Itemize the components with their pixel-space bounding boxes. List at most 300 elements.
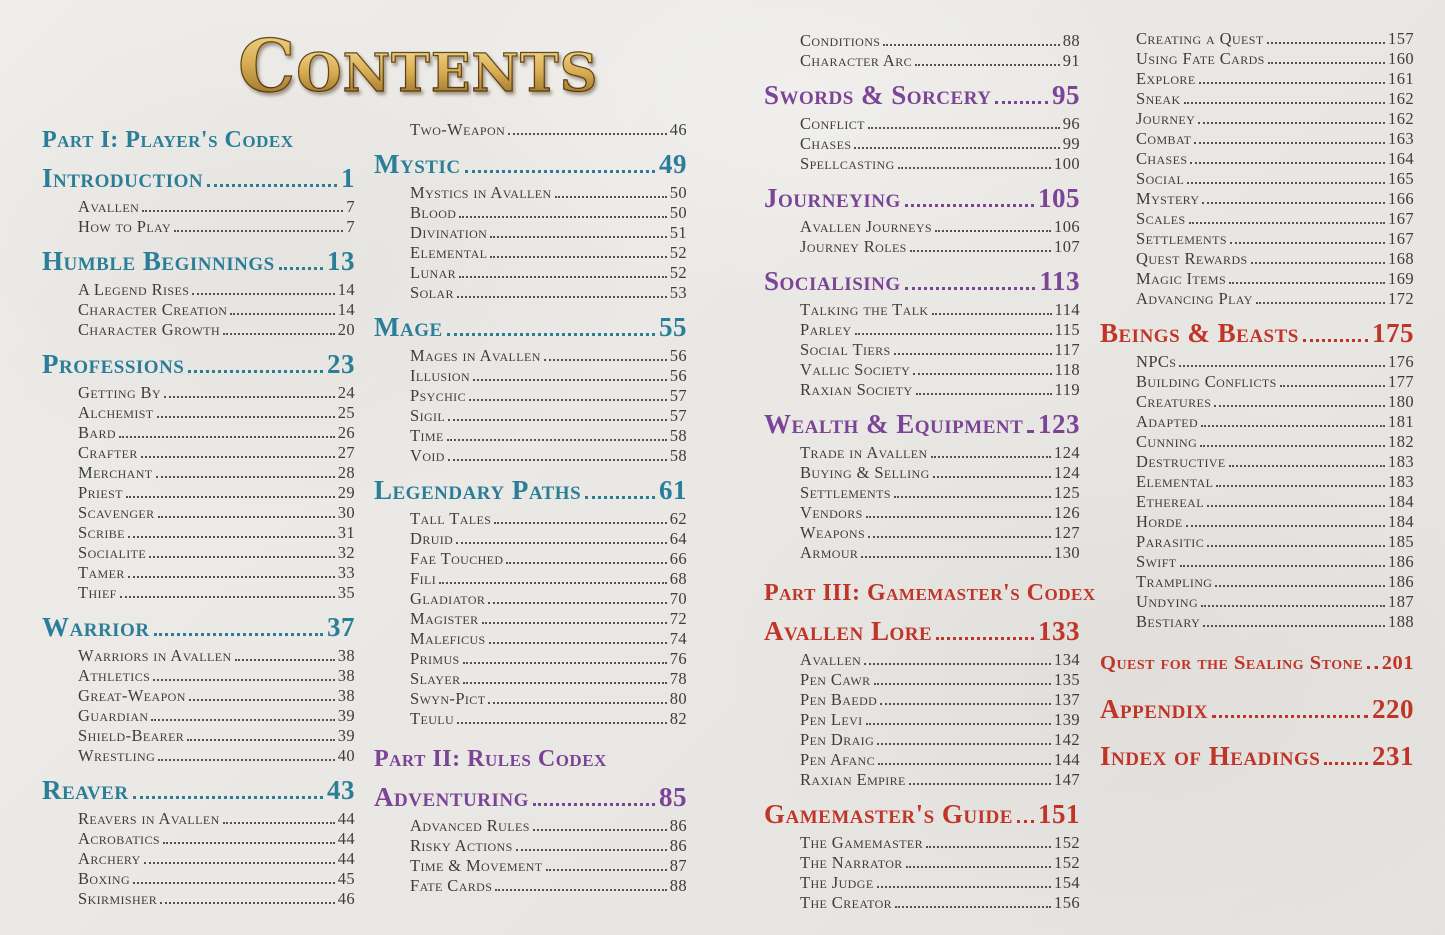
entry-label: Chases: [1136, 149, 1188, 168]
entry-label: Settlements: [1136, 229, 1227, 248]
dot-leader: [906, 866, 1051, 868]
toc-section: [42, 613, 355, 766]
entry-label: Acrobatics: [78, 829, 160, 848]
entry-label: Conflict: [800, 114, 865, 133]
section-title: Avallen Lore: [764, 616, 933, 646]
entry-page-number: 7: [346, 197, 355, 216]
entry-page-number: 39: [337, 706, 355, 725]
dot-leader: [488, 702, 666, 704]
entry-page-number: 46: [669, 120, 687, 139]
entry-label: Horde: [1136, 512, 1183, 531]
dot-leader: [868, 127, 1060, 129]
section-page-number: 231: [1372, 741, 1414, 771]
entry-label: Adapted: [1136, 412, 1199, 431]
dot-leader: [1214, 405, 1385, 407]
entry-label: Talking the Talk: [800, 300, 929, 319]
section-heading: [764, 184, 1080, 214]
dot-leader: [1207, 505, 1385, 507]
toc-entry: [374, 243, 687, 263]
section-page-number: 85: [659, 782, 687, 812]
dot-leader: [1203, 625, 1385, 627]
dot-leader: [1207, 545, 1385, 547]
toc-entry: [42, 889, 355, 909]
entry-page-number: 126: [1054, 503, 1080, 522]
entry-page-number: 45: [337, 869, 355, 888]
entry-label: Character Arc: [800, 51, 913, 70]
section-page-number: 123: [1038, 409, 1080, 439]
dot-leader: [933, 476, 1051, 478]
entry-page-number: 66: [669, 549, 687, 568]
toc-entry: [42, 383, 355, 403]
dot-leader: [187, 739, 334, 741]
toc-section: [764, 410, 1080, 563]
entry-label: Solar: [410, 283, 454, 302]
dot-leader: [459, 276, 667, 278]
toc-entry: [374, 406, 687, 426]
toc-entry: [1100, 129, 1414, 149]
dot-leader: [448, 459, 667, 461]
section-heading: [374, 150, 687, 180]
dot-leader: [133, 796, 323, 799]
entry-label: Pen Afanc: [800, 750, 876, 769]
entry-page-number: 162: [1388, 109, 1414, 128]
entry-page-number: 130: [1054, 543, 1080, 562]
entry-label: Weapons: [800, 523, 866, 542]
entry-label: Magic Items: [1136, 269, 1227, 288]
toc-entry: [1100, 392, 1414, 412]
dot-leader: [1251, 262, 1385, 264]
entry-label: Spellcasting: [800, 154, 895, 173]
section-heading: [42, 613, 355, 643]
dot-leader: [164, 396, 335, 398]
entry-label: Scavenger: [78, 503, 155, 522]
dot-leader: [1268, 62, 1385, 64]
toc-entry: [42, 403, 355, 423]
section-page-number: 113: [1039, 266, 1080, 296]
toc-section: [764, 800, 1080, 913]
dot-leader: [1179, 365, 1385, 367]
entry-label: Building Conflicts: [1136, 372, 1277, 391]
toc-entry: [1100, 352, 1414, 372]
section-title: Humble Beginnings: [42, 246, 275, 276]
toc-entry: [374, 203, 687, 223]
entry-page-number: 91: [1062, 51, 1080, 70]
dot-leader: [926, 846, 1051, 848]
toc-entry: [374, 283, 687, 303]
toc-entry: [374, 446, 687, 466]
dot-leader: [898, 167, 1051, 169]
entry-page-number: 139: [1054, 710, 1080, 729]
entry-label: Blood: [410, 203, 457, 222]
toc-section: [42, 247, 355, 340]
section-page-number: 61: [659, 475, 687, 505]
entry-page-number: 119: [1054, 380, 1080, 399]
dot-leader: [1256, 302, 1385, 304]
entry-page-number: 46: [337, 889, 355, 908]
dot-leader: [465, 170, 655, 173]
toc-entry: [42, 503, 355, 523]
section-title: Appendix: [1100, 694, 1208, 724]
toc-entry: [1100, 229, 1414, 249]
entry-page-number: 38: [337, 686, 355, 705]
toc-entry: [1100, 372, 1414, 392]
section-title: Quest for the Sealing Stone: [1100, 652, 1364, 674]
entry-page-number: 87: [669, 856, 687, 875]
entry-page-number: 137: [1054, 690, 1080, 709]
entry-label: Creatures: [1136, 392, 1212, 411]
dot-leader: [119, 436, 335, 438]
entry-label: Priest: [78, 483, 123, 502]
entry-label: How to Play: [78, 217, 172, 236]
entry-page-number: 25: [337, 403, 355, 422]
dot-leader: [905, 287, 1036, 290]
entry-page-number: 154: [1054, 873, 1080, 892]
dot-leader: [494, 522, 666, 524]
entry-page-number: 20: [337, 320, 355, 339]
section-title: Warrior: [42, 612, 150, 642]
entry-page-number: 127: [1054, 523, 1080, 542]
entry-label: Mystery: [1136, 189, 1200, 208]
dot-leader: [878, 763, 1051, 765]
toc-entry: [374, 366, 687, 386]
entry-page-number: 96: [1062, 114, 1080, 133]
dot-leader: [157, 416, 335, 418]
toc-entry: [42, 197, 355, 217]
section-title: Professions: [42, 349, 185, 379]
dot-leader: [1027, 430, 1034, 433]
section-heading: [1100, 695, 1414, 725]
entry-page-number: 50: [669, 183, 687, 202]
toc-entry: [764, 833, 1080, 853]
toc-entries: [764, 833, 1080, 913]
dot-leader: [915, 64, 1060, 66]
toc-entry: [1100, 149, 1414, 169]
dot-leader: [447, 333, 655, 336]
toc-entry: [374, 836, 687, 856]
dot-leader: [1194, 142, 1385, 144]
toc-entry: [764, 154, 1080, 174]
toc-entry: [764, 873, 1080, 893]
toc-section: [374, 783, 687, 896]
dot-leader: [866, 723, 1051, 725]
dot-leader: [144, 862, 335, 864]
dot-leader: [854, 147, 1059, 149]
dot-leader: [936, 637, 1034, 640]
entry-page-number: 72: [669, 609, 687, 628]
toc-entry: [42, 583, 355, 603]
entry-page-number: 144: [1054, 750, 1080, 769]
page-title-initial: C: [238, 23, 297, 108]
entry-page-number: 188: [1388, 612, 1414, 631]
section-heading: [764, 410, 1080, 440]
toc-section: [374, 313, 687, 466]
toc-entry: [764, 114, 1080, 134]
entry-label: Journey Roles: [800, 237, 907, 256]
toc-entry: [374, 529, 687, 549]
dot-leader: [488, 602, 666, 604]
toc-entry: [764, 730, 1080, 750]
dot-leader: [469, 399, 667, 401]
toc-entry: [42, 829, 355, 849]
section-page-number: 49: [659, 149, 687, 179]
entry-page-number: 74: [669, 629, 687, 648]
entry-label: NPCs: [1136, 352, 1177, 371]
entry-page-number: 27: [337, 443, 355, 462]
entry-page-number: 31: [337, 523, 355, 542]
entry-label: Ethereal: [1136, 492, 1204, 511]
toc-section: [42, 350, 355, 603]
entry-page-number: 152: [1054, 853, 1080, 872]
dot-leader: [508, 133, 667, 135]
dot-leader: [120, 596, 335, 598]
toc-entry: [764, 710, 1080, 730]
toc-entry: [374, 183, 687, 203]
dot-leader: [1199, 82, 1385, 84]
toc-entry: [374, 856, 687, 876]
dot-leader: [223, 333, 335, 335]
dot-leader: [1201, 425, 1385, 427]
entry-label: Vendors: [800, 503, 863, 522]
section-page-number: 201: [1381, 652, 1414, 674]
toc-entry: [1100, 452, 1414, 472]
section-title: Legendary Paths: [374, 475, 582, 505]
dot-leader: [151, 719, 334, 721]
entry-label: Great-Weapon: [78, 686, 186, 705]
toc-entry: [764, 340, 1080, 360]
toc-entry: [42, 746, 355, 766]
dot-leader: [192, 293, 334, 295]
entry-page-number: 38: [337, 646, 355, 665]
entry-page-number: 186: [1388, 552, 1414, 571]
entry-page-number: 62: [669, 509, 687, 528]
section-heading: [1100, 649, 1414, 678]
toc-entries: [374, 120, 687, 140]
entry-label: Raxian Society: [800, 380, 913, 399]
dot-leader: [158, 516, 335, 518]
dot-leader: [1190, 162, 1385, 164]
dot-leader: [533, 803, 655, 806]
entry-label: Illusion: [410, 366, 471, 385]
toc-entries: [374, 509, 687, 729]
entry-page-number: 183: [1388, 452, 1414, 471]
dot-leader: [895, 906, 1051, 908]
entry-label: Avallen: [78, 197, 140, 216]
toc-entry: [42, 217, 355, 237]
section-title: Index of Headings: [1100, 741, 1321, 771]
entry-label: Sneak: [1136, 89, 1181, 108]
entry-page-number: 56: [669, 346, 687, 365]
toc-entry: [1100, 572, 1414, 592]
section-title: Mage: [374, 312, 443, 342]
toc-entry: [374, 589, 687, 609]
section-page-number: 37: [327, 612, 355, 642]
section-page-number: 43: [327, 775, 355, 805]
toc-section: [1100, 319, 1414, 632]
entry-label: Magister: [410, 609, 479, 628]
toc-section: [764, 31, 1080, 71]
toc-column-4: [1100, 26, 1414, 772]
entry-label: The Narrator: [800, 853, 903, 872]
entry-label: Quest Rewards: [1136, 249, 1248, 268]
section-heading: [374, 783, 687, 813]
dot-leader: [868, 536, 1051, 538]
entry-page-number: 58: [669, 426, 687, 445]
toc-entries: [42, 809, 355, 909]
entry-page-number: 115: [1054, 320, 1080, 339]
entry-label: Social: [1136, 169, 1185, 188]
dot-leader: [913, 373, 1052, 375]
part-heading: Part II: Rules Codex: [374, 746, 607, 772]
entry-label: Tamer: [78, 563, 125, 582]
toc-entry: [1100, 169, 1414, 189]
dot-leader: [546, 869, 667, 871]
toc-entry: [764, 543, 1080, 563]
section-title: Beings & Beasts: [1100, 318, 1299, 348]
entry-page-number: 52: [669, 243, 687, 262]
toc-entry: [764, 893, 1080, 913]
entry-label: Lunar: [410, 263, 457, 282]
entry-page-number: 78: [669, 669, 687, 688]
page-title-rest: ONTENTS: [296, 43, 599, 104]
toc-entries: [374, 346, 687, 466]
entry-label: Avallen: [800, 650, 862, 669]
toc-section: [42, 164, 355, 237]
dot-leader: [207, 184, 337, 187]
entry-page-number: 70: [669, 589, 687, 608]
toc-entry: [374, 346, 687, 366]
entry-label: Armour: [800, 543, 859, 562]
toc-entry: [1100, 69, 1414, 89]
toc-entry: [374, 386, 687, 406]
entry-page-number: 152: [1054, 833, 1080, 852]
toc-entry: [1100, 289, 1414, 309]
entry-label: Vallic Society: [800, 360, 911, 379]
dot-leader: [223, 822, 335, 824]
entry-page-number: 56: [669, 366, 687, 385]
toc-entry: [764, 443, 1080, 463]
entry-page-number: 124: [1054, 463, 1080, 482]
entry-page-number: 124: [1054, 443, 1080, 462]
toc-section: [764, 81, 1080, 174]
toc-entry: [42, 443, 355, 463]
toc-entry: [1100, 472, 1414, 492]
section-heading: [42, 350, 355, 380]
entry-label: Pen Cawr: [800, 670, 871, 689]
entry-page-number: 134: [1054, 650, 1080, 669]
toc-entry: [42, 523, 355, 543]
toc-entry: [42, 320, 355, 340]
section-heading: [764, 617, 1080, 647]
toc-entry: [374, 263, 687, 283]
entry-page-number: 135: [1054, 670, 1080, 689]
entry-label: Journey: [1136, 109, 1196, 128]
toc-entry: [764, 380, 1080, 400]
toc-entry: [764, 750, 1080, 770]
toc-entry: [764, 650, 1080, 670]
dot-leader: [1215, 585, 1385, 587]
dot-leader: [1324, 762, 1368, 765]
entry-label: Explore: [1136, 69, 1196, 88]
toc-entries: [42, 383, 355, 603]
toc-entry: [42, 280, 355, 300]
entry-label: Advancing Play: [1136, 289, 1253, 308]
toc-section: [374, 150, 687, 303]
dot-leader: [149, 556, 335, 558]
entry-label: Socialite: [78, 543, 147, 562]
entry-page-number: 68: [669, 569, 687, 588]
dot-leader: [555, 196, 667, 198]
toc-entry: [764, 320, 1080, 340]
toc-entry: [764, 483, 1080, 503]
dot-leader: [230, 313, 334, 315]
entry-label: Primus: [410, 649, 460, 668]
entry-page-number: 30: [337, 503, 355, 522]
dot-leader: [877, 743, 1051, 745]
entry-label: Reavers in Avallen: [78, 809, 220, 828]
toc-entry: [1100, 492, 1414, 512]
toc-entry: [374, 120, 687, 140]
toc-entry: [764, 670, 1080, 690]
dot-leader: [439, 582, 667, 584]
dot-leader: [141, 456, 335, 458]
entry-label: Raxian Empire: [800, 770, 906, 789]
entry-label: Wrestling: [78, 746, 156, 765]
section-heading: [42, 247, 355, 277]
dot-leader: [1280, 385, 1385, 387]
dot-leader: [154, 633, 323, 636]
part-heading: Part III: Gamemaster's Codex: [764, 580, 1096, 606]
toc-entry: [42, 423, 355, 443]
section-title: Reaver: [42, 775, 129, 805]
toc-entries: [764, 300, 1080, 400]
section-page-number: 133: [1038, 616, 1080, 646]
toc-entry: [374, 549, 687, 569]
dot-leader: [174, 230, 343, 232]
entry-page-number: 52: [669, 263, 687, 282]
toc-entry: [374, 709, 687, 729]
toc-section: [1100, 742, 1414, 772]
dot-leader: [463, 682, 666, 684]
entry-page-number: 53: [669, 283, 687, 302]
toc-entry: [374, 223, 687, 243]
entry-page-number: 162: [1388, 89, 1414, 108]
section-page-number: 175: [1372, 318, 1414, 348]
dot-leader: [1187, 182, 1385, 184]
toc-entries: [764, 650, 1080, 790]
toc-entries: [42, 646, 355, 766]
dot-leader: [128, 536, 335, 538]
toc-entry: [1100, 432, 1414, 452]
section-page-number: 95: [1052, 80, 1080, 110]
dot-leader: [490, 236, 666, 238]
dot-leader: [1186, 525, 1385, 527]
dot-leader: [473, 379, 667, 381]
entry-page-number: 80: [669, 689, 687, 708]
dot-leader: [463, 662, 667, 664]
entry-label: Creating a Quest: [1136, 29, 1264, 48]
dot-leader: [894, 353, 1052, 355]
toc-entry: [374, 609, 687, 629]
entry-label: Tall Tales: [410, 509, 492, 528]
dot-leader: [128, 576, 335, 578]
dot-leader: [894, 496, 1051, 498]
section-title: Gamemaster's Guide: [764, 799, 1013, 829]
entry-page-number: 50: [669, 203, 687, 222]
toc-entry: [42, 463, 355, 483]
entry-page-number: 182: [1388, 432, 1414, 451]
entry-label: Two-Weapon: [410, 120, 506, 139]
entry-page-number: 32: [337, 543, 355, 562]
